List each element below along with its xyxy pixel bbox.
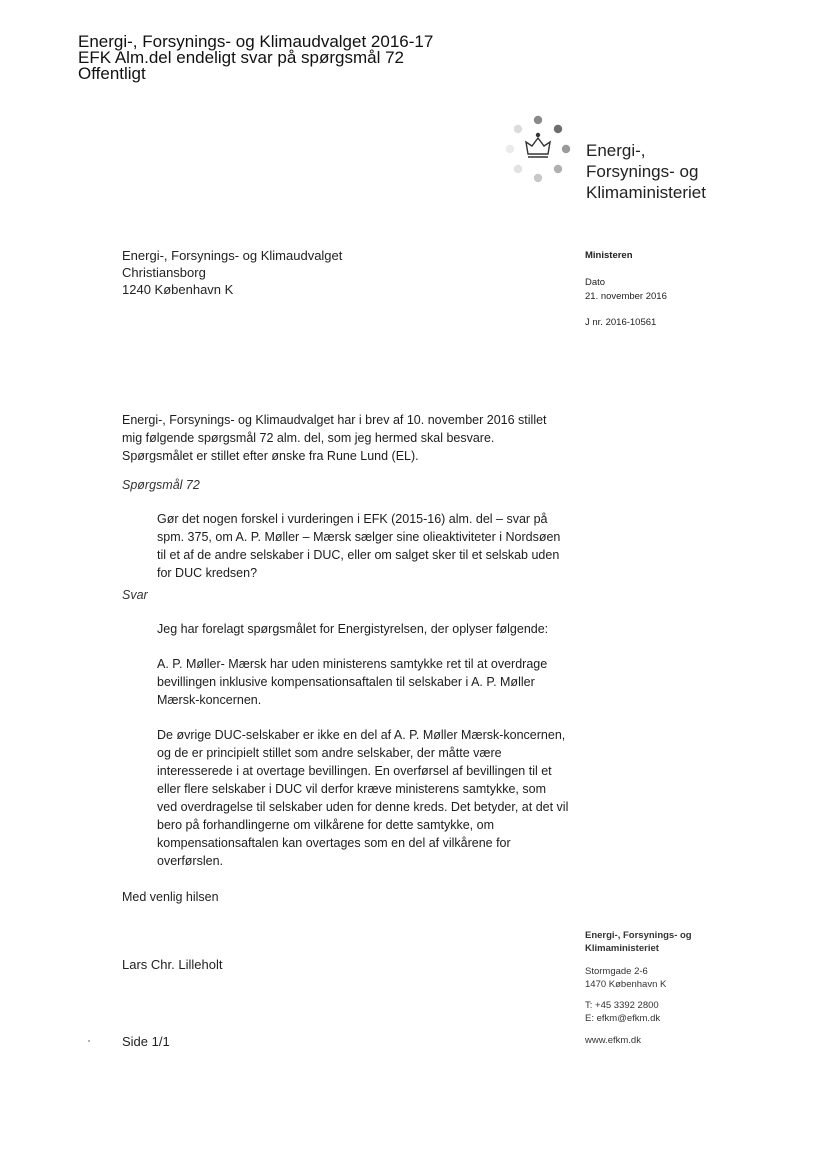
footer-street: Stormgade 2-6 [585,966,648,977]
ministry-name-line: Klimaministeriet [586,183,706,202]
ministry-crown-logo [500,108,580,188]
ministry-name-line: Forsynings- og [586,162,699,181]
question-heading: Spørgsmål 72 [122,478,200,492]
logo-dot [514,125,522,133]
answer-paragraph: De øvrige DUC-selskaber er ikke en del af A. P. Møller Mærsk-koncernen, og de er principielt stillet som andre selskaber, der måtte være interesserede i at overtage bevillingen. En overførsel af bevillingen til et eller flere selskaber i DUC vil derfor kræve ministerens samtykke, som ved overdragelse til selskaber uden for denne kreds. Det betyder, at det vil bero på forhandlingerne om vilkårene for dette samtykke, om kompensationsaftalen kan overtages som en del af vilkårene for overførslen. [157,728,569,868]
recipient-building: Christiansborg [122,265,206,280]
logo-dot [554,125,562,133]
answer-heading: Svar [122,588,148,602]
footer-phone: T: +45 3392 2800 [585,1000,659,1011]
recipient-name: Energi-, Forsynings- og Klimaudvalget [122,248,343,263]
answer-paragraph: A. P. Møller- Mærsk har uden ministerens samtykke ret til at overdrage bevillingen inklusive kompensationsaftalen til selskaber i A. P. Møller Mærsk-koncernen. [157,657,548,707]
date-label: Dato [585,277,606,288]
logo-dot [554,165,562,173]
question-text: Gør det nogen forskel i vurderingen i EFK (2015-16) alm. del – svar på spm. 375, om A. P. Møller – Mærsk sælger sine olieaktiviteter i Nordsøen til et af de andre selskaber i DUC, eller om salget sker til et selskab uden for DUC kredsen? [157,512,561,580]
answer-paragraph: Jeg har forelagt spørgsmålet for Energistyrelsen, der oplyser følgende: [157,622,549,636]
logo-dot [534,174,542,182]
footer-contact [585,1000,660,1025]
footer-website-link[interactable]: www.efkm.dk [585,1035,641,1046]
footer-city: 1470 København K [585,978,667,990]
date-value: 21. november 2016 [585,291,667,302]
signature-name: Lars Chr. Lilleholt [122,957,223,972]
sender-title: Ministeren [585,250,633,261]
crown-icon [526,134,550,158]
footer-email: E: efkm@efkm.dk [585,1012,661,1024]
stamp-classification: Offentligt [78,64,146,83]
answer-body [157,620,569,887]
journal-number: J nr. 2016-10561 [585,317,657,328]
logo-dot [562,145,570,153]
date-block [585,276,667,304]
footer-org-line: Energi-, Forsynings- og [585,930,692,941]
ministry-name-line: Energi-, [586,141,646,160]
logo-dot [514,165,522,173]
logo-dot [506,145,514,153]
recipient-address [122,247,342,298]
stamp-reference: EFK Alm.del endeligt svar på spørgsmål 72 [78,48,404,67]
intro-paragraph: Energi-, Forsynings- og Klimaudvalget har i brev af 10. november 2016 stillet mig følgende spørgsmål 72 alm. del, som jeg hermed skal besvare. Spørgsmålet er stillet efter ønske fra Rune Lund (EL). [122,413,547,463]
stamp-committee: Energi-, Forsynings- og Klimaudvalget 2016-17 [78,32,434,51]
footer-address [585,966,666,991]
logo-dot [534,116,542,124]
scan-speck [88,1040,90,1042]
page-number: Side 1/1 [122,1034,170,1049]
footer-organization [585,930,692,955]
document-stamp [78,34,433,82]
footer-org-line: Klimaministeriet [585,942,659,954]
ministry-name [586,140,706,203]
closing-greeting: Med venlig hilsen [122,890,219,904]
recipient-postal: 1240 København K [122,282,234,297]
